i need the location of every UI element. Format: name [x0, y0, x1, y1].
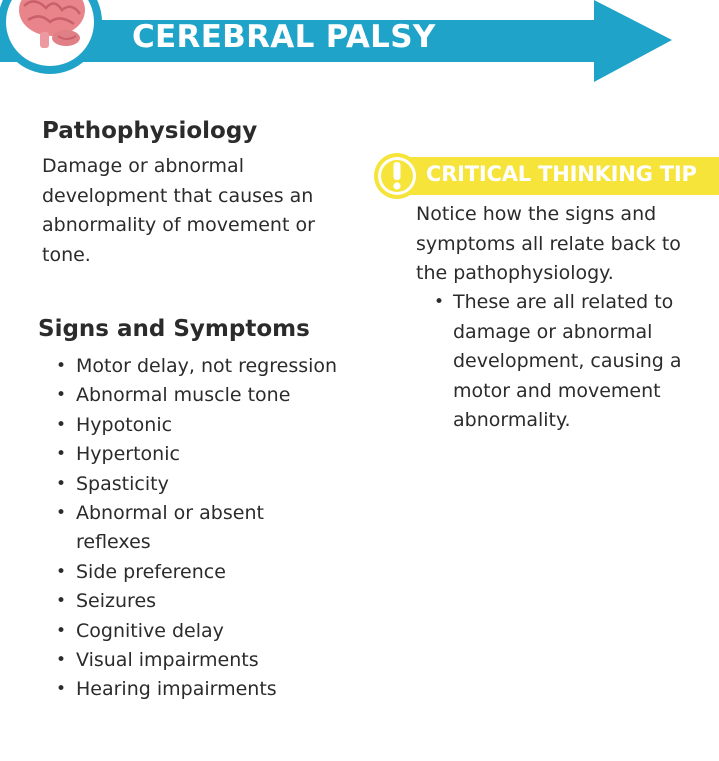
sign-text: Abnormal muscle tone: [76, 384, 291, 407]
list-item: [54, 587, 374, 616]
bullet-icon: •: [56, 473, 67, 494]
sign-text: Seizures: [76, 590, 157, 613]
signs-heading: Signs and Symptoms: [38, 316, 310, 342]
bullet-icon: •: [56, 561, 67, 582]
bullet-icon: •: [56, 650, 67, 671]
list-item: [54, 381, 374, 410]
tip-list: [432, 288, 719, 436]
bullet-icon: •: [56, 385, 67, 406]
list-item: [54, 352, 374, 381]
bullet-icon: •: [56, 444, 67, 465]
exclamation-icon: [373, 152, 421, 200]
sign-text: Cognitive delay: [76, 619, 224, 642]
list-item: [54, 470, 374, 499]
sign-text: Spasticity: [76, 472, 169, 495]
list-item: [54, 558, 374, 587]
signs-list: [54, 352, 374, 705]
tip-title: CRITICAL THINKING TIP: [426, 162, 697, 186]
sign-text: Abnormal or absent reflexes: [76, 502, 264, 554]
list-item: [54, 499, 326, 558]
bullet-icon: •: [56, 503, 67, 524]
sign-text: Side preference: [76, 560, 226, 583]
list-item: [54, 646, 374, 675]
list-item: [432, 288, 719, 436]
sign-text: Hypertonic: [76, 443, 180, 466]
page-title: CEREBRAL PALSY: [132, 19, 436, 55]
sign-text: Hearing impairments: [76, 678, 277, 701]
tip-item-text: These are all related to damage or abnormal development, causing a motor and movement abnormality.: [453, 291, 682, 431]
bullet-icon: •: [434, 292, 445, 312]
bullet-icon: •: [56, 414, 67, 435]
bullet-icon: •: [56, 620, 67, 641]
list-item: [54, 675, 374, 704]
sign-text: Visual impairments: [76, 649, 259, 672]
bullet-icon: •: [56, 679, 67, 700]
bullet-icon: •: [56, 591, 67, 612]
list-item: [54, 440, 374, 469]
sign-text: Motor delay, not regression: [76, 355, 338, 377]
header-banner: [0, 0, 719, 90]
pathophysiology-text: Damage or abnormal development that causes an abnormality of movement or tone.: [42, 155, 315, 266]
list-item: [54, 411, 374, 440]
sign-text: Hypotonic: [76, 413, 173, 436]
list-item: [54, 617, 374, 646]
bullet-icon: •: [56, 356, 67, 376]
tip-text: Notice how the signs and symptoms all relate back to the pathophysiology.: [416, 203, 681, 284]
pathophysiology-heading: Pathophysiology: [42, 118, 258, 144]
